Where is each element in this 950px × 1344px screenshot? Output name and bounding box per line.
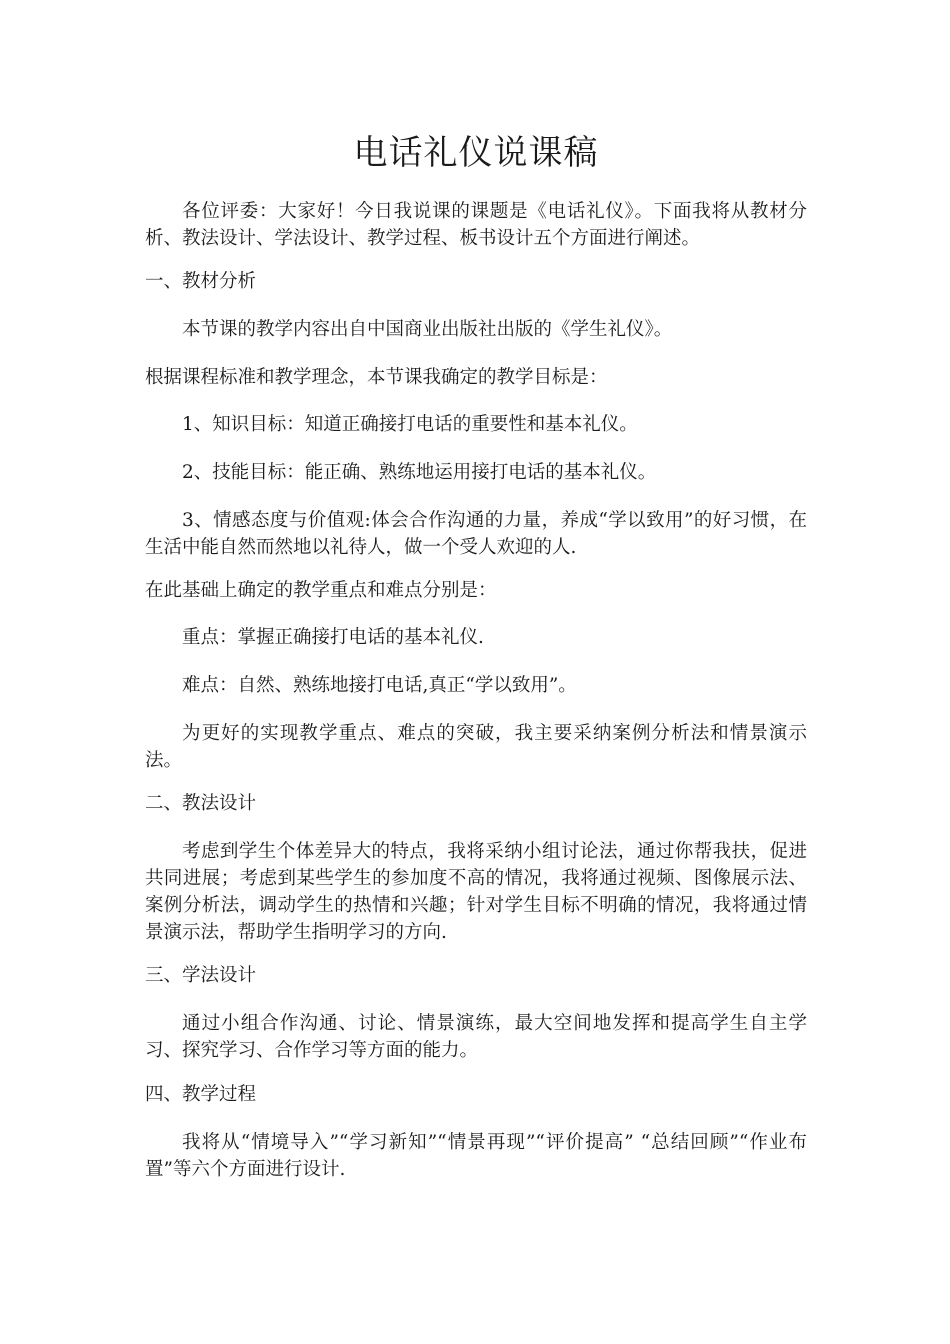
section-heading-teaching-process: 四、教学过程 <box>145 1084 257 1105</box>
goal-skill: 2、技能目标：能正确、熟练地运用接打电话的基本礼仪。 <box>182 462 657 483</box>
document-title: 电话礼仪说课稿 <box>353 133 599 173</box>
paragraph-methods-summary: 为更好的实现教学重点、难点的突破，我主要采纳案例分析法和情景演示法。 <box>145 723 807 771</box>
section-heading-teaching-method: 二、教法设计 <box>145 793 257 814</box>
difficult-point: 难点：自然、熟练地接打电话,真正“学以致用”。 <box>182 675 577 696</box>
paragraph-learning-method: 通过小组合作沟通、讨论、情景演练，最大空间地发挥和提高学生自主学习、探究学习、合作学习等方面的能力。 <box>145 1013 807 1061</box>
paragraph-goals-intro: 根据课程标准和教学理念，本节课我确定的教学目标是： <box>145 367 608 388</box>
paragraph-teaching-method: 考虑到学生个体差异大的特点，我将采纳小组讨论法，通过你帮我扶，促进共同进展；考虑到某些学生的参加度不高的情况，我将通过视频、图像展示法、案例分析法，调动学生的热情和兴趣；针对学生目标不明确的情况，我将通过情景演示法，帮助学生指明学习的方向. <box>145 841 807 943</box>
key-point: 重点：掌握正确接打电话的基本礼仪. <box>182 627 484 648</box>
paragraph-textbook-source: 本节课的教学内容出自中国商业出版社出版的《学生礼仪》。 <box>182 319 673 340</box>
goal-knowledge: 1、知识目标：知道正确接打电话的重要性和基本礼仪。 <box>182 414 638 435</box>
goal-attitude: 3、情感态度与价值观:体会合作沟通的力量，养成“学以致用”的好习惯，在生活中能自然而然地以礼待人，做一个受人欢迎的人. <box>145 510 807 558</box>
intro-paragraph: 各位评委：大家好！今日我说课的课题是《电话礼仪》。下面我将从教材分析、教法设计、学法设计、教学过程、板书设计五个方面进行阐述。 <box>145 201 807 249</box>
paragraph-teaching-process: 我将从“情境导入”“学习新知”“情景再现”“评价提高” “总结回顾”“作业布置”等六个方面进行设计. <box>145 1132 807 1180</box>
section-heading-learning-method: 三、学法设计 <box>145 965 257 986</box>
paragraph-key-points-intro: 在此基础上确定的教学重点和难点分别是： <box>145 580 497 601</box>
section-heading-textbook-analysis: 一、教材分析 <box>145 271 257 292</box>
